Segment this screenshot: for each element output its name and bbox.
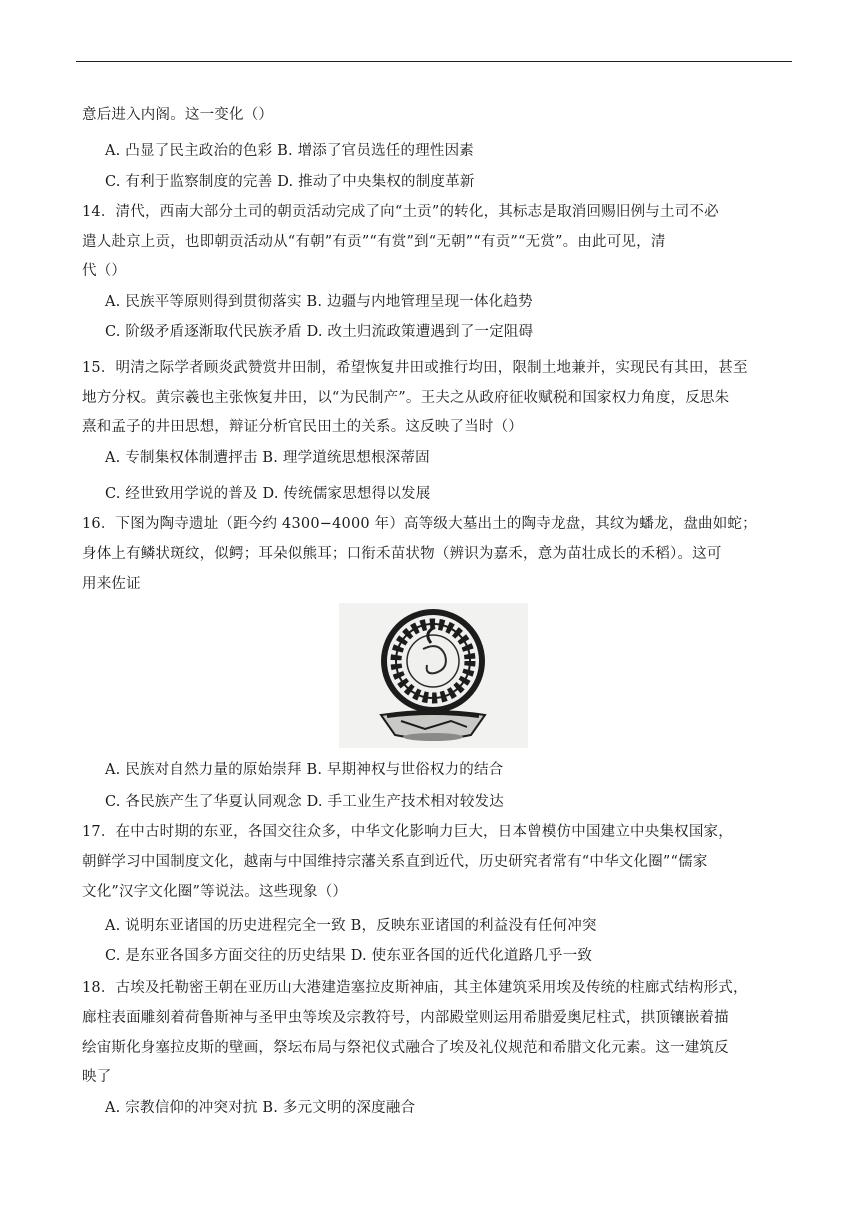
dragon-plate-illustration [339,603,528,748]
q18-stem-line3: 绘宙斯化身塞拉皮斯的壁画，祭坛布局与祭祀仪式融合了埃及礼仪规范和希腊文化元素。这一建筑反 [82,1040,729,1056]
q16-stem-line1: 16．下图为陶寺遗址（距今约 4300−4000 年）高等级大墓出土的陶寺龙盘，其纹为蟠龙，盘曲如蛇； [82,516,757,532]
q17-stem-line3: 文化”汉字文化圈”等说法。这些现象（） [82,884,348,900]
q13-options-ab: A. 凸显了民主政治的色彩 B. 增添了官员选任的理性因素 [105,143,474,159]
q15-stem-line3: 熹和孟子的井田思想，辩证分析官民田土的关系。这反映了当时（） [82,419,523,435]
q14-options-cd: C. 阶级矛盾逐渐取代民族矛盾 D. 改土归流政策遭遇到了一定阻碍 [105,324,534,340]
q15-stem-line1: 15．明清之际学者顾炎武赞赏井田制，希望恢复井田或推行均田，限制土地兼并，实现民有其田，甚至 [82,360,748,376]
q13-options-cd: C. 有利于监察制度的完善 D. 推动了中央集权的制度革新 [105,174,475,190]
taosi-dragon-plate-image [339,603,528,748]
q14-stem-line2: 遣人赴京上贡，也即朝贡活动从“有朝”有贡”“有赏”到“无朝”“有贡”“无赏”。由此可见，清 [82,234,666,250]
q15-options-ab: A. 专制集权体制遭抨击 B. 理学道统思想根深蒂固 [105,450,430,466]
q15-stem-line2: 地方分权。黄宗羲也主张恢复井田，以“为民制产”。王夫之从政府征收赋税和国家权力角度，反思朱 [82,390,730,406]
q18-stem-line1: 18．古埃及托勒密王朝在亚历山大港建造塞拉皮斯神庙，其主体建筑采用埃及传统的柱廊式结构形式， [82,980,748,996]
q17-options-cd: C. 是东亚各国多方面交往的历史结果 D. 使东亚各国的近代化道路几乎一致 [105,948,593,964]
q15-options-cd: C. 经世致用学说的普及 D. 传统儒家思想得以发展 [105,486,431,502]
q16-options-ab: A. 民族对自然力量的原始崇拜 B. 早期神权与世俗权力的结合 [105,762,504,778]
q17-stem-line2: 朝鲜学习中国制度文化，越南与中国维持宗藩关系直到近代，历史研究者常有“中华文化圈”“儒家 [82,854,708,870]
q18-stem-line2: 廊柱表面雕刻着荷鲁斯神与圣甲虫等埃及宗教符号，内部殿堂则运用希腊爱奥尼柱式，拱顶镶嵌着描 [82,1010,729,1026]
q18-stem-line4: 映了 [82,1069,112,1085]
q17-stem-line1: 17．在中古时期的东亚，各国交往众多，中华文化影响力巨大，日本曾模仿中国建立中央集权国家， [82,824,733,840]
q17-options-ab: A. 说明东亚诸国的历史进程完全一致 B，反映东亚诸国的利益没有任何冲突 [105,918,597,934]
q18-options-ab: A. 宗教信仰的冲突对抗 B. 多元文明的深度融合 [105,1100,416,1116]
q14-stem-line3: 代（） [82,263,127,279]
q16-options-cd: C. 各民族产生了华夏认同观念 D. 手工业生产技术相对较发达 [105,794,504,810]
q14-stem-line1: 14．清代，西南大部分土司的朝贡活动完成了向“土贡”的转化，其标志是取消回赐旧例与土司不必 [82,204,719,220]
q13-stem-tail: 意后进入内阁。这一变化（） [82,107,274,123]
header-rule [76,61,792,62]
q14-options-ab: A. 民族平等原则得到贯彻落实 B. 边疆与内地管理呈现一体化趋势 [105,294,533,310]
q16-stem-line3: 用来佐证 [82,576,141,592]
q16-stem-line2: 身体上有鳞状斑纹，似鳄；耳朵似熊耳；口衔禾苗状物（辨识为嘉禾，意为苗壮成长的禾稻）。这可 [82,546,722,562]
